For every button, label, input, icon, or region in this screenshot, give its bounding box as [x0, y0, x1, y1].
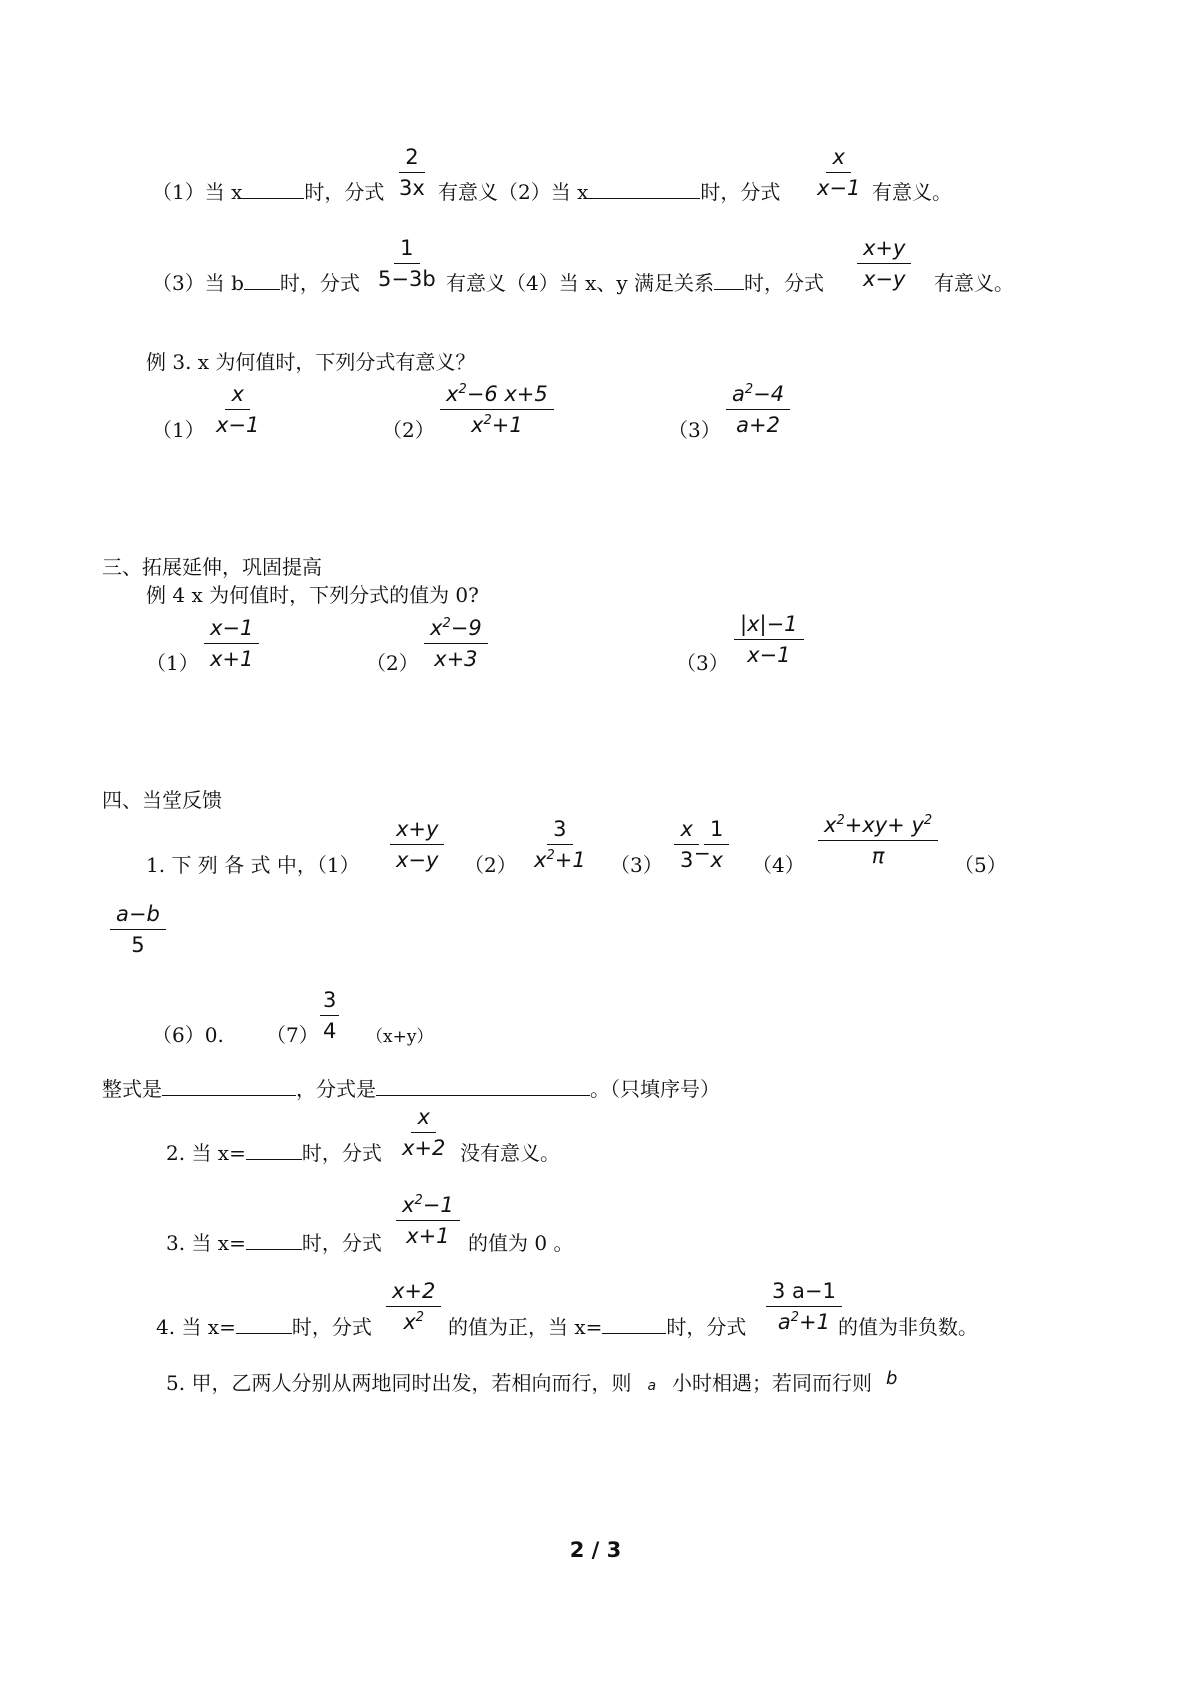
fraction-fb-q3: $\frac{x^2-1}{x+1}$: [396, 1192, 460, 1249]
page-number: 2 / 3: [569, 1538, 622, 1562]
feedback-q5: 5. 甲，乙两人分别从两地同时出发，若相向而行，则 a 小时相遇；若同而行则 b: [166, 1368, 898, 1395]
fraction-ex3-2: $\frac{x^2-6 x+5}{x^2+1}$: [440, 381, 554, 438]
section4-heading: 四、当堂反馈: [102, 788, 222, 812]
fraction-ex3-1: $\frac{x}{x-1}$: [216, 382, 260, 437]
fraction-ex4-3: $\frac{|x|-1}{x-1}$: [734, 611, 804, 668]
answer-blank[interactable]: [236, 1315, 292, 1334]
answer-blank[interactable]: [242, 180, 304, 199]
answer-blank[interactable]: [714, 271, 744, 290]
q2-line: （3）当 b 时，分式: [152, 271, 360, 295]
fraction-fb-4: $\frac{x^2+xy+ y^2}{\pi}$: [818, 812, 938, 869]
fraction-x-plus-y-over-x-minus-y: $\frac{x+y}{x-y}$: [857, 235, 911, 292]
example4-title: 例 4 x 为何值时，下列分式的值为 0?: [146, 583, 479, 607]
feedback-q4-suffix: 的值为非负数。: [838, 1315, 978, 1339]
answer-blank[interactable]: [244, 271, 280, 290]
fraction-x-over-x-minus-1: $\frac{x}{x-1}$: [817, 145, 861, 200]
fraction-fb-7: $\frac{3}{4}$: [320, 987, 339, 1044]
item-label: （3）: [610, 853, 663, 877]
item-label: （4）: [752, 853, 805, 877]
item-label: （6）0.: [152, 1023, 224, 1047]
feedback-q3: 3. 当 x= 时，分式: [166, 1231, 382, 1255]
section3-heading: 三、拓展延伸，巩固提高: [102, 555, 322, 579]
fraction-fb-q4a: $\frac{x+2}{x^2}$: [386, 1278, 441, 1335]
fraction-fb-3b: $\frac{1}{x}$: [704, 816, 729, 873]
feedback-q3-suffix: 的值为 0 。: [468, 1231, 574, 1255]
feedback-q4-b: 的值为正，当 x= 时，分式: [448, 1315, 747, 1339]
feedback-q4: 4. 当 x= 时，分式: [156, 1315, 372, 1339]
answer-blank[interactable]: [602, 1315, 666, 1334]
feedback-q1-lead: 1. 下 列 各 式 中，（1）: [146, 853, 360, 877]
answer-line: 整式是 ，分式是 。（只填序号）: [102, 1077, 720, 1101]
item-label: （2）: [382, 418, 435, 442]
q2-suffix: 有意义。: [934, 271, 1014, 295]
feedback-q2-suffix: 没有意义。: [460, 1141, 560, 1165]
fraction-fb-2: $\frac{3}{x^2+1}$: [534, 817, 586, 872]
fraction-answer-blank[interactable]: [376, 1077, 590, 1096]
fraction-fb-3a: $\frac{x}{3}$: [674, 816, 699, 873]
item-label: （1）: [152, 418, 205, 442]
answer-blank[interactable]: [246, 1141, 302, 1160]
item-label: （3）: [668, 418, 721, 442]
item-label: （3）: [676, 651, 729, 675]
minus-sign: −: [694, 841, 711, 865]
fraction-2-over-3x: $\frac{2}{3x}$: [399, 145, 425, 200]
fraction-ex3-3: $\frac{a^2-4}{a+2}$: [726, 381, 790, 438]
feedback-q2: 2. 当 x= 时，分式: [166, 1141, 382, 1165]
answer-blank[interactable]: [588, 180, 700, 199]
fraction-ex4-2: $\frac{x^2-9}{x+3}$: [424, 615, 488, 672]
fraction-fb-q4b: $\frac{3 a-1}{a^2+1}$: [766, 1278, 842, 1335]
fraction-ex4-1: $\frac{x-1}{x+1}$: [204, 615, 259, 672]
q2-line-b: 有意义（4）当 x、y 满足关系 时，分式: [446, 271, 825, 295]
answer-blank[interactable]: [246, 1231, 302, 1250]
fraction-1-over-5-minus-3b: $\frac{1}{5-3b}$: [378, 236, 436, 291]
example3-title: 例 3. x 为何值时，下列分式有意义？: [146, 350, 476, 374]
q1-line-b: 有意义（2）当 x 时，分式: [438, 180, 781, 204]
item-tail: （x+y）: [366, 1027, 434, 1047]
fraction-fb-q2: $\frac{x}{x+2}$: [402, 1105, 446, 1160]
item-label: （1）: [146, 651, 199, 675]
q1-line: （1）当 x 时，分式: [152, 180, 385, 204]
item-label: （2）: [366, 651, 419, 675]
q1-suffix: 有意义。: [872, 180, 952, 204]
fraction-fb-1: $\frac{x+y}{x-y}$: [390, 816, 444, 873]
integral-answer-blank[interactable]: [162, 1077, 296, 1096]
item-label: （2）: [464, 853, 517, 877]
fraction-fb-5: $\frac{a-b}{5}$: [110, 901, 166, 958]
item-label: （7）: [266, 1023, 319, 1047]
item-label: （5）: [954, 853, 1007, 877]
